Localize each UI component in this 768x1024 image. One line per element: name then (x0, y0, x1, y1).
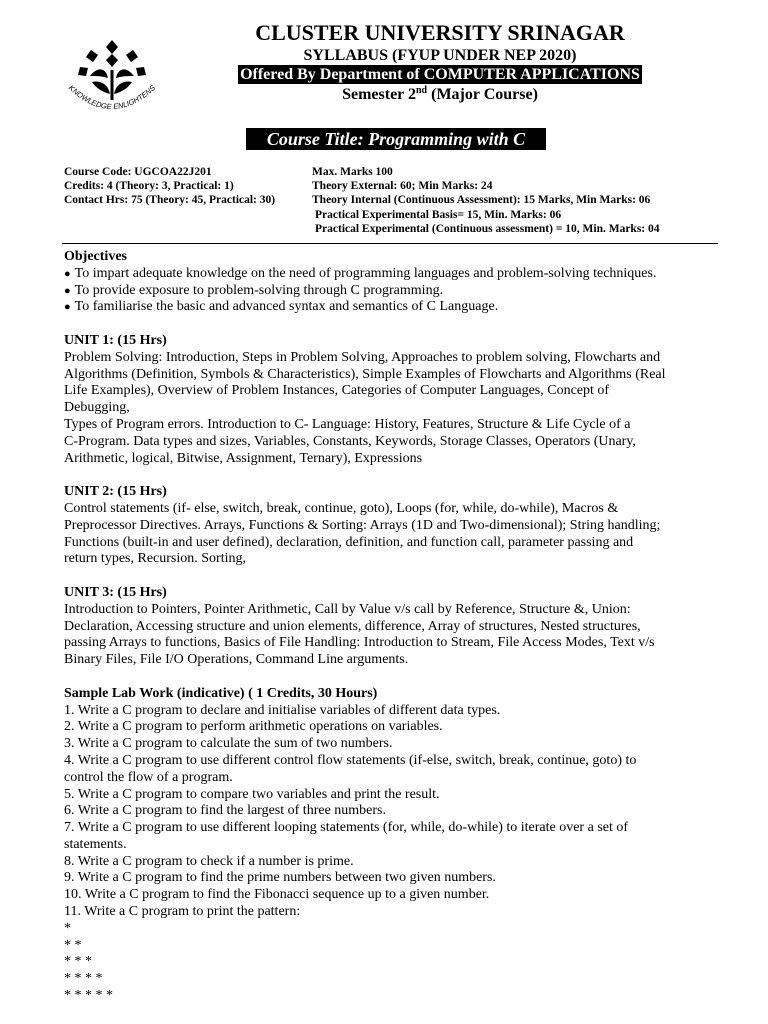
lab-item: 9. Write a C program to find the prime numbers between two given numbers. (64, 870, 496, 886)
course-title: Course Title: Programming with C (246, 128, 546, 150)
unit-3-body (64, 602, 744, 669)
syllabus-label: SYLLABUS (FYUP UNDER NEP 2020) (303, 47, 577, 64)
lab-item: 1. Write a C program to declare and initialise variables of different data types. (64, 702, 501, 718)
objective-text: To provide exposure to problem-solving through C programming. (74, 282, 444, 298)
semester-suffix: (Major Course) (427, 86, 538, 103)
star-pattern (64, 921, 744, 1005)
theory-external: Theory External: 60; Min Marks: 24 (312, 180, 493, 193)
unit-line: Preprocessor Directives. Arrays, Functions & Sorting: Arrays (1D and Two-dimensional); String handling; (64, 517, 661, 533)
university-name: CLUSTER UNIVERSITY SRINAGAR (255, 20, 625, 45)
lab-item: 11. Write a C program to print the pattern: (64, 904, 301, 920)
section-divider (62, 243, 718, 244)
lab-item: 7. Write a C program to use different looping statements (for, while, do-while) to iterate over a set of (64, 820, 629, 836)
objective-item (64, 266, 744, 283)
unit-1-body (64, 350, 744, 468)
semester-label (160, 87, 720, 103)
credits: Credits: 4 (Theory: 3, Practical: 1) (64, 180, 234, 193)
syllabus-content (64, 249, 744, 1005)
lab-item: 6. Write a C program to find the largest of three numbers. (64, 803, 386, 819)
course-code: Course Code: UGCOA22J201 (64, 166, 212, 178)
practical-experimental-basis: Practical Experimental Basis= 15, Min. Marks: 06 (315, 208, 562, 221)
department-text: Offered By Department of COMPUTER APPLICATIONS (240, 66, 640, 83)
unit-line: C-Program. Data types and sizes, Variables, Constants, Keywords, Storage Classes, Operators (Unary, (64, 433, 636, 449)
lab-heading: Sample Lab Work (indicative) ( 1 Credits, 30 Hours) (64, 685, 378, 701)
lab-item: control the flow of a program. (64, 769, 233, 785)
university-logo (62, 38, 162, 118)
lab-list (64, 703, 744, 921)
unit-line: Introduction to Pointers, Pointer Arithmetic, Call by Value v/s call by Reference, Structure &, Union: (64, 601, 631, 617)
objectives-list (64, 266, 744, 316)
unit-line: Life Examples), Overview of Problem Instances, Categories of Computer Languages, Concept of (64, 383, 610, 399)
unit-line: Debugging, (64, 400, 130, 416)
unit-3-heading: UNIT 3: (15 Hrs) (64, 584, 167, 600)
pattern-row: * * * * (64, 971, 103, 987)
semester-ordinal: nd (416, 85, 428, 96)
pattern-row: * * (64, 937, 82, 953)
objective-text: To familiarise the basic and advanced syntax and semantics of C Language. (74, 299, 499, 315)
objectives-heading: Objectives (64, 249, 127, 264)
semester-prefix: Semester 2 (342, 86, 416, 103)
lab-item: 2. Write a C program to perform arithmetic operations on variables. (64, 719, 443, 735)
unit-line: Types of Program errors. Introduction to C- Language: History, Features, Structure & Life Cycle of a (64, 416, 631, 432)
contact-hours: Contact Hrs: 75 (Theory: 45, Practical: 30) (64, 194, 276, 207)
theory-internal: Theory Internal (Continuous Assessment): 15 Marks, Min Marks: 06 (312, 194, 651, 207)
logo-motto: KNOWLEDGE ENLIGHTENS (66, 83, 158, 112)
objective-text: To impart adequate knowledge on the need of programming languages and problem-solving techniques. (74, 265, 657, 281)
unit-line: passing Arrays to functions, Basics of File Handling: Introduction to Stream, File Access Modes, Text v/s (64, 635, 655, 651)
lab-item: statements. (64, 836, 127, 852)
lab-item: 3. Write a C program to calculate the sum of two numbers. (64, 736, 393, 752)
pattern-row: * * * (64, 954, 92, 970)
objective-item (64, 299, 744, 316)
course-info-right (312, 165, 660, 236)
unit-line: Arithmetic, logical, Bitwise, Assignment, Ternary), Expressions (64, 450, 423, 466)
pattern-row: * (64, 920, 71, 936)
lab-item: 4. Write a C program to use different control flow statements (if-else, switch, break, continue, goto) to (64, 752, 637, 768)
unit-2-body (64, 501, 744, 568)
unit-line: Declaration, Accessing structure and union elements, difference, Array of structures, Nested structures, (64, 618, 641, 634)
unit-line: return types, Recursion. Sorting, (64, 551, 246, 567)
unit-line: Problem Solving: Introduction, Steps in Problem Solving, Approaches to problem solving, Flowcharts and (64, 349, 661, 365)
practical-continuous-assessment: Practical Experimental (Continuous assessment) = 10, Min. Marks: 04 (315, 222, 660, 235)
unit-2-heading: UNIT 2: (15 Hrs) (64, 484, 167, 500)
course-info-left (64, 165, 275, 208)
unit-1-heading: UNIT 1: (15 Hrs) (64, 332, 167, 348)
unit-line: Algorithms (Definition, Symbols & Characteristics), Simple Examples of Flowcharts and Algorithms (Real (64, 366, 666, 382)
unit-line: Functions (built-in and user defined), declaration, definition, and function call, parameter passing and (64, 534, 634, 550)
lab-item: 8. Write a C program to check if a number is prime. (64, 853, 354, 869)
lab-item: 10. Write a C program to find the Fibonacci sequence up to a given number. (64, 887, 490, 903)
max-marks: Max. Marks 100 (312, 166, 393, 178)
department-banner (160, 67, 720, 83)
objective-item (64, 283, 744, 300)
unit-line: Binary Files, File I/O Operations, Command Line arguments. (64, 652, 409, 668)
unit-line: Control statements (if- else, switch, break, continue, goto), Loops (for, while, do-while), Macros & (64, 500, 619, 516)
pattern-row: * * * * * (64, 988, 113, 1004)
lab-item: 5. Write a C program to compare two variables and print the result. (64, 786, 440, 802)
